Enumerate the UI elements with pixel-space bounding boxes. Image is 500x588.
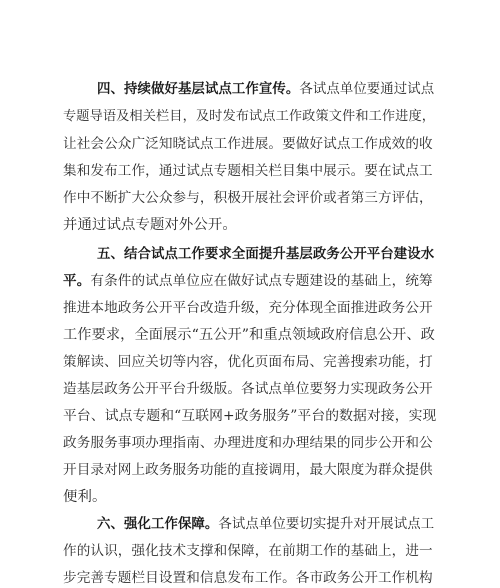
- paragraph-4-line-5: 作中不断扩大公众参与，积极开展社会评价或者第三方评估，: [63, 190, 433, 206]
- paragraph-6-heading: 六、强化工作保障。: [97, 516, 219, 532]
- paragraph-5-line-7: 政务服务事项办理指南、办理进度和办理结果的同步公开和公: [63, 435, 433, 451]
- paragraph-5-line-4: 策解读、回应关切等内容，优化页面布局、完善搜索功能，打: [63, 354, 433, 370]
- paragraph-5-heading-cont: 平。: [63, 273, 91, 289]
- paragraph-4-heading: 四、持续做好基层试点工作宣传。: [97, 81, 300, 97]
- paragraph-6-line-1: [97, 514, 434, 535]
- paragraph-5-line-9: 便利。: [63, 489, 107, 505]
- paragraph-4-line-4: 集和发布工作，通过试点专题相关栏目集中展示。要在试点工: [63, 163, 433, 179]
- paragraph-4-line-6: 并通过试点专题对外公开。: [63, 217, 237, 233]
- paragraph-5-line-5: 造基层政务公开平台升级版。各试点单位要努力实现政务公开: [63, 381, 433, 397]
- paragraph-4-line-2: 专题导语及相关栏目，及时发布试点工作政策文件和工作进度，: [63, 109, 436, 124]
- paragraph-5-line-8: 开目录对网上政务服务功能的直接调用，最大限度为群众提供: [63, 462, 433, 478]
- paragraph-4-line-1: [97, 79, 434, 100]
- paragraph-6-line-2: 作的认识，强化技术支撑和保障，在前期工作的基础上，进一: [63, 543, 433, 559]
- paragraph-5-line-1: [63, 271, 433, 291]
- paragraph-4-text: 各试点单位要通过试点: [299, 82, 435, 97]
- paragraph-4-line-3: 让社会公众广泛知晓试点工作进展。要做好试点工作成效的收: [63, 136, 433, 152]
- paragraph-6-line-3: 步完善专题栏目设置和信息发布工作。各市政务公开工作机构: [63, 570, 433, 586]
- paragraph-5-heading: 五、结合试点工作要求全面提升基层政务公开平台建设水: [97, 246, 435, 262]
- paragraph-6-text: 各试点单位要切实提升对开展试点工: [218, 517, 435, 532]
- paragraph-5-text: 有条件的试点单位应在做好试点专题建设的基础上，统筹: [90, 273, 433, 289]
- paragraph-5-line-2: 推进本地政务公开平台改造升级，充分体现全面推进政务公开: [63, 300, 433, 316]
- paragraph-5-line-3: 工作要求，全面展示“五公开”和重点领域政府信息公开、政: [63, 327, 435, 343]
- paragraph-5-line-6: 平台、试点专题和“互联网+政务服务”平台的数据对接，实现: [63, 408, 437, 424]
